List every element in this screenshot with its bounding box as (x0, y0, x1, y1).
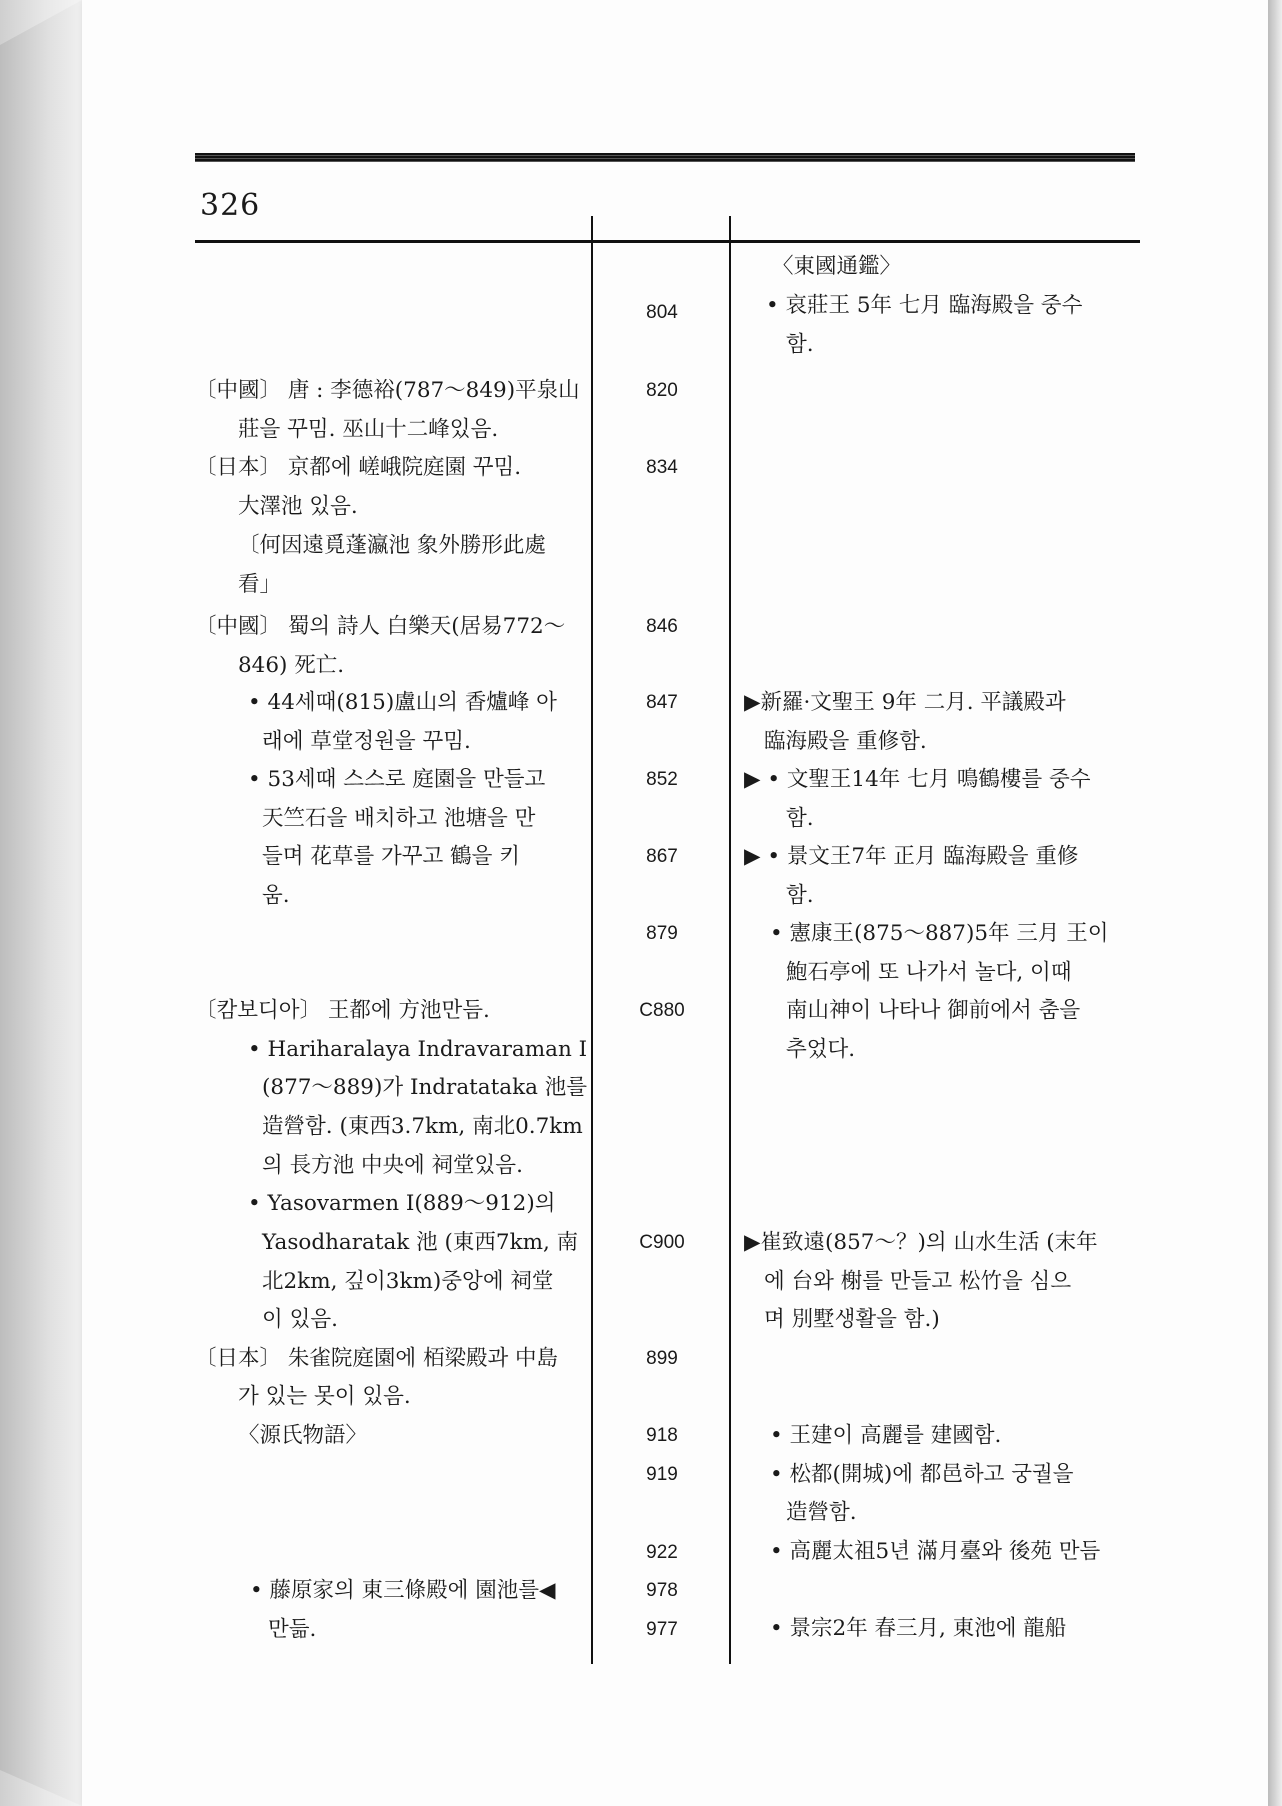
world-event-line: 北2km, 깊이3km)중앙에 祠堂 (262, 1269, 554, 1294)
world-event-line: 만듦. (268, 1617, 317, 1642)
year-y919: 919 (646, 1464, 678, 1485)
year-y847: 847 (646, 692, 678, 713)
world-event-line: 看」 (238, 572, 282, 597)
world-event-line: 〔中國〕 唐 : 李德裕(787～849)平泉山 (195, 378, 580, 403)
world-event-line: 〔何因遠覓蓬瀛池 象外勝形此處 (238, 533, 546, 558)
book-spine (0, 0, 82, 1806)
world-event-line: (877～889)가 Indratataka 池를 (262, 1075, 588, 1100)
world-event-line: 〔中國〕 蜀의 詩人 白樂天(居易772～ (195, 614, 566, 639)
year-y834: 834 (646, 457, 678, 478)
column-divider-right (729, 216, 731, 1664)
column-divider-left (591, 216, 593, 1664)
year-y820: 820 (646, 380, 678, 401)
year-y899: 899 (646, 1348, 678, 1369)
column-top-rule (195, 240, 1140, 243)
korea-event-line: • 景宗2年 春三月, 東池에 龍船 (770, 1616, 1067, 1641)
header-double-rule (195, 153, 1135, 162)
world-event-line: • 53세때 스스로 庭園을 만들고 (248, 767, 546, 792)
korea-event-line: ▶新羅·文聖王 9年 二月. 平議殿과 (744, 690, 1066, 715)
korea-event-line: 며 別墅생활을 함.) (764, 1307, 940, 1332)
year-y978: 978 (646, 1580, 678, 1601)
year-yc880: C880 (639, 1000, 685, 1021)
world-event-line: 이 있음. (262, 1307, 338, 1332)
korea-event-line: • 哀莊王 5年 七月 臨海殿을 중수 (766, 293, 1083, 318)
world-event-line: 〈源氏物語〉 (238, 1423, 368, 1448)
world-event-line: 莊을 꾸밈. 巫山十二峰있음. (238, 417, 499, 442)
korea-event-line: 에 台와 榭를 만들고 松竹을 심으 (764, 1269, 1072, 1294)
world-event-line: • Yasovarmen I(889～912)의 (248, 1191, 556, 1216)
korea-event-line: 추었다. (786, 1037, 856, 1062)
korea-event-line: 함. (786, 883, 814, 908)
world-event-line: • 藤原家의 東三條殿에 園池를◀ (250, 1578, 556, 1603)
korea-event-line: • 松都(開城)에 都邑하고 궁궐을 (770, 1462, 1074, 1487)
year-y918: 918 (646, 1425, 678, 1446)
korea-event-line: 鮑石亭에 또 나가서 놀다, 이때 (786, 960, 1072, 985)
world-event-line: Yasodharatak 池 (東西7km, 南 (262, 1230, 579, 1255)
korea-event-line: 함. (786, 806, 814, 831)
world-event-line: 움. (262, 883, 290, 908)
korea-event-line: 造營함. (786, 1500, 857, 1525)
year-y804: 804 (646, 302, 678, 323)
korea-event-line: ▶ • 景文王7年 正月 臨海殿을 重修 (744, 844, 1079, 869)
page-edge (1268, 0, 1282, 1806)
korea-event-line: 臨海殿을 重修함. (764, 729, 927, 754)
world-event-line: 들며 花草를 가꾸고 鶴을 키 (262, 844, 520, 869)
world-event-line: 846) 死亡. (238, 653, 345, 678)
year-yc900: C900 (639, 1232, 685, 1253)
korea-event-line: • 憲康王(875～887)5年 三月 王이 (770, 921, 1109, 946)
world-event-line: 〔日本〕 朱雀院庭園에 栢梁殿과 中島 (195, 1346, 559, 1371)
world-event-line: 〔캄보디아〕 王都에 方池만듬. (195, 998, 490, 1023)
world-event-line: • Hariharalaya Indravaraman I (248, 1037, 588, 1062)
world-event-line: 造營함. (東西3.7km, 南北0.7km (262, 1114, 583, 1139)
korea-event-line: 함. (786, 332, 814, 357)
book-page (82, 0, 1272, 1806)
world-event-line: 의 長方池 中央에 祠堂있음. (262, 1153, 523, 1178)
korea-event-line: • 王建이 高麗를 建國함. (770, 1423, 1002, 1448)
korea-event-line: • 高麗太祖5년 滿月臺와 後苑 만듬 (770, 1539, 1101, 1564)
world-event-line: 天竺石을 배치하고 池塘을 만 (262, 806, 536, 831)
world-event-line: • 44세때(815)盧山의 香爐峰 아 (248, 690, 557, 715)
korea-event-line: ▶崔致遠(857～？)의 山水生活 (末年 (744, 1230, 1098, 1255)
year-y852: 852 (646, 769, 678, 790)
year-y846: 846 (646, 616, 678, 637)
world-event-line: 〔日本〕 京都에 嵯峨院庭園 꾸밈. (195, 455, 522, 480)
year-y922: 922 (646, 1542, 678, 1563)
korea-event-line: 〈東國通鑑〉 (772, 254, 902, 279)
year-y867: 867 (646, 846, 678, 867)
page-number: 326 (200, 188, 261, 223)
world-event-line: 래에 草堂정원을 꾸밈. (262, 729, 471, 754)
year-y977: 977 (646, 1619, 678, 1640)
korea-event-line: ▶ • 文聖王14年 七月 鳴鶴樓를 중수 (744, 767, 1091, 792)
world-event-line: 大澤池 있음. (238, 494, 358, 519)
year-y879: 879 (646, 923, 678, 944)
world-event-line: 가 있는 못이 있음. (238, 1384, 411, 1409)
korea-event-line: 南山神이 나타나 御前에서 춤을 (786, 998, 1081, 1023)
